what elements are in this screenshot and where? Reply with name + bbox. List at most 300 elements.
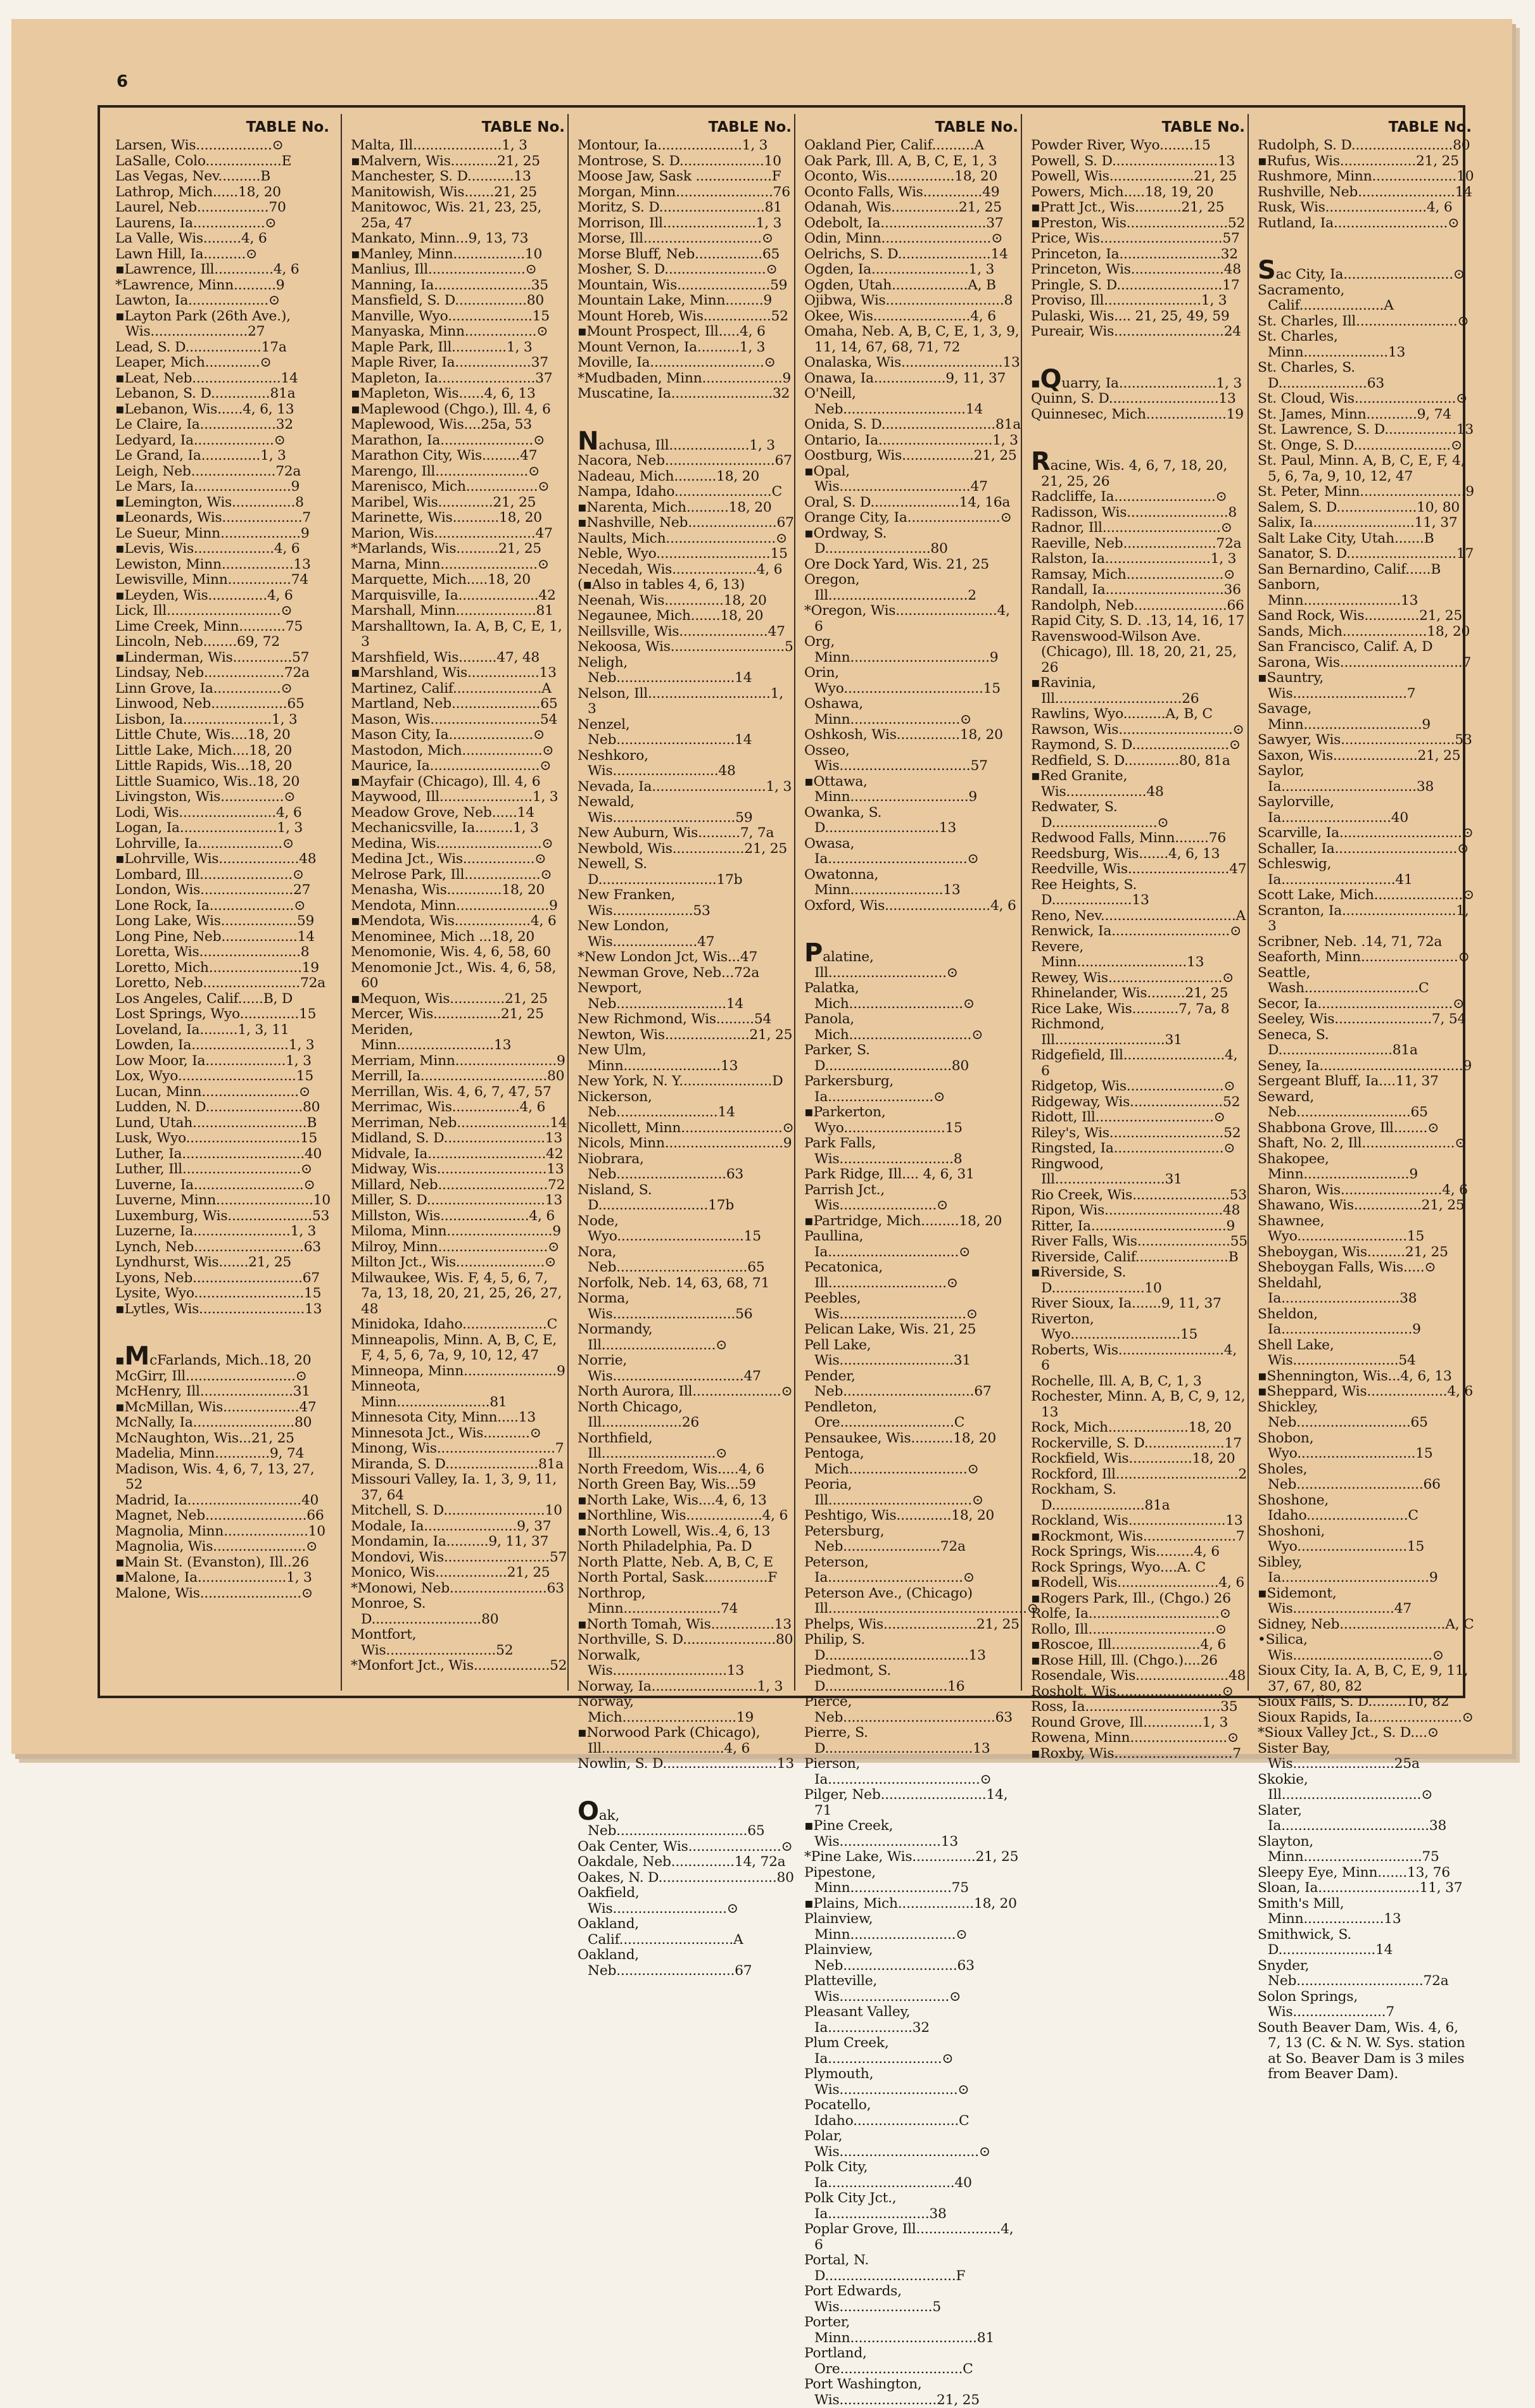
station-entry: Luxemburg, Wis....................53 xyxy=(115,1207,330,1224)
station-entry: Newald, Wis.............................59 xyxy=(578,794,753,826)
station-entry: Norfolk, Neb. 14, 63, 68, 71 xyxy=(578,1275,770,1291)
station-entry: ▪Mapleton, Wis......4, 6, 13 xyxy=(351,386,536,401)
station-entry: Sheboygan, Wis.........21, 25 xyxy=(1258,1244,1448,1260)
station-entry: Normandy, Ill...........................⊙ xyxy=(578,1321,728,1353)
station-entry: Logan, Ia.......................1, 3 xyxy=(115,820,303,836)
station-entry: London, Wis......................27 xyxy=(115,882,311,898)
station-entry: Ramsay, Mich.......................⊙ xyxy=(1031,566,1235,583)
station-entry: Rusk, Wis........................4, 6 xyxy=(1258,199,1453,215)
station-entry: ▪Riverside, S. D......................10 xyxy=(1031,1264,1162,1296)
station-entry: North Freedom, Wis.....4, 6 xyxy=(578,1461,764,1477)
station-entry: Shabbona Grove, Ill........⊙ xyxy=(1258,1119,1439,1136)
station-entry: Neenah, Wis..............18, 20 xyxy=(578,592,767,608)
station-entry: North Chicago, Ill...................26 xyxy=(578,1399,699,1430)
station-entry: Meadow Grove, Neb......14 xyxy=(351,804,534,821)
index-column-4 xyxy=(798,118,1039,2408)
station-entry: Pierson, Ia....................................⊙ xyxy=(804,1756,992,1787)
station-entry: ▪Ordway, S. D.........................80 xyxy=(804,525,948,557)
station-entry: Northville, S. D......................80 xyxy=(578,1632,793,1648)
station-entry: Shawano, Wis................21, 25 xyxy=(1258,1197,1465,1213)
station-entry: North Portal, Sask...............F xyxy=(578,1570,778,1585)
station-entry: Quinnesec, Mich...................19 xyxy=(1031,406,1244,422)
station-entry: Little Chute, Wis....18, 20 xyxy=(115,727,291,743)
station-entry: Laurel, Neb.................70 xyxy=(115,199,286,215)
station-entry: Ore Dock Yard, Wis. 21, 25 xyxy=(804,556,989,572)
station-entry: Maurice, Ia..........................⊙ xyxy=(351,758,552,774)
station-entry: Moville, Ia...........................⊙ xyxy=(578,355,776,370)
station-entry: Menomonie Jct., Wis. 4, 6, 58, 60 xyxy=(351,959,557,991)
station-entry: Mendota, Minn......................9 xyxy=(351,897,558,914)
station-entry: ▪Quarry, Ia.......................1, 3 xyxy=(1031,364,1242,394)
station-entry: Minneopa, Minn......................9 xyxy=(351,1363,565,1379)
station-entry: Rochester, Minn. A, B, C, 9, 12, 13 xyxy=(1031,1389,1246,1420)
station-entry: ▪Northline, Wis..................4, 6 xyxy=(578,1508,788,1523)
station-entry: ▪Preston, Wis........................52 xyxy=(1031,215,1246,231)
station-entry: Mason, Wis..........................54 xyxy=(351,711,558,728)
station-entry: Salix, Ia........................11, 37 xyxy=(1258,515,1458,531)
station-entry: *Mudbaden, Minn...................9 xyxy=(578,370,792,386)
station-entry: Rock Springs, Wis.........4, 6 xyxy=(1031,1544,1220,1560)
station-entry: North Aurora, Ill.....................⊙ xyxy=(578,1384,793,1399)
station-entry: Shobon, Wyo............................15 xyxy=(1258,1430,1433,1461)
station-entry: ▪Mendota, Wis..................4, 6 xyxy=(351,913,557,929)
station-entry: San Bernardino, Calif......B xyxy=(1258,561,1441,577)
station-entry: Newbold, Wis.................21, 25 xyxy=(578,840,788,857)
station-entry: Magnolia, Minn....................10 xyxy=(115,1523,325,1539)
station-entry: ▪Narenta, Mich..........18, 20 xyxy=(578,499,772,515)
station-entry: Newell, S. D............................17b xyxy=(578,856,743,888)
station-entry: Luther, Ill............................⊙ xyxy=(115,1161,312,1177)
station-entry: Mansfield, S. D.................80 xyxy=(351,293,544,308)
station-entry: Merrillan, Wis. 4, 6, 7, 47, 57 xyxy=(351,1083,552,1100)
station-entry: Peebles, Wis..............................⊙ xyxy=(804,1290,978,1322)
station-entry: Solon Springs, Wis......................7 xyxy=(1258,1988,1394,2020)
station-entry: Maple Park, Ill.............1, 3 xyxy=(351,339,533,355)
station-entry: Millard, Neb..........................72 xyxy=(351,1176,565,1193)
station-entry: Onawa, Ia.................9, 11, 37 xyxy=(804,370,1006,386)
station-entry: ▪Leyden, Wis..............4, 6 xyxy=(115,587,293,603)
station-entry: Pierce, Neb....................................63 xyxy=(804,1694,1013,1725)
station-entry: Nadeau, Mich..........18, 20 xyxy=(578,468,759,484)
station-entry: Nickerson, Neb........................14 xyxy=(578,1088,735,1120)
station-entry: Sawyer, Wis...........................53 xyxy=(1258,732,1472,748)
station-entry: Nisland, S. D..........................17b xyxy=(578,1182,735,1213)
station-entry: Sidney, Neb.........................A, C xyxy=(1258,1616,1474,1632)
station-entry: Rhinelander, Wis.........21, 25 xyxy=(1031,985,1229,1001)
station-entry: Scranton, Ia...........................1, 3 xyxy=(1258,902,1469,934)
station-entry: Los Angeles, Calif......B, D xyxy=(115,990,293,1007)
column-header: TABLE No. xyxy=(935,119,1018,136)
station-entry: Merriam, Minn........................9 xyxy=(351,1052,565,1069)
station-entry: Marshalltown, Ia. A, B, C, E, 1, 3 xyxy=(351,618,562,650)
station-entry: McNally, Ia........................80 xyxy=(115,1415,312,1430)
station-entry: ▪Sidemont, Wis........................47 xyxy=(1258,1585,1412,1617)
station-index-table xyxy=(98,105,1474,2408)
station-entry: Oostburg, Wis.................21, 25 xyxy=(804,448,1017,463)
station-entry: Ridgeway, Wis......................52 xyxy=(1031,1094,1241,1110)
station-entry: ▪Lytles, Wis.........................13 xyxy=(115,1301,322,1317)
station-entry: Monroe, S. D..........................80 xyxy=(351,1596,499,1627)
station-entry: *Pine Lake, Wis...............21, 25 xyxy=(804,1849,1019,1865)
station-entry: River Sioux, Ia.......9, 11, 37 xyxy=(1031,1295,1222,1311)
station-entry: Luverne, Minn.......................10 xyxy=(115,1192,331,1208)
station-entry: ▪Layton Park (26th Ave.), Wis.......................27 xyxy=(115,308,291,339)
station-entry: Oak, Neb...............................65 xyxy=(578,1796,765,1839)
station-entry: Port Washington, Wis.......................21, 25 xyxy=(804,2376,980,2408)
station-entry: Paullina, Ia...............................⊙ xyxy=(804,1228,971,1260)
station-entry: Maywood, Ill......................1, 3 xyxy=(351,789,559,805)
station-entry: Scribner, Neb. .14, 71, 72a xyxy=(1258,933,1443,950)
station-entry: Slayton, Minn............................75 xyxy=(1258,1833,1439,1865)
station-entry: Oakland Pier, Calif..........A xyxy=(804,137,984,153)
station-entry: Rock Springs, Wyo....A. C xyxy=(1031,1559,1206,1575)
station-entry: Redwood Falls, Minn........76 xyxy=(1031,830,1226,846)
station-entry: Midway, Wis..........................13 xyxy=(351,1161,564,1177)
station-entry: Madison, Wis. 4, 6, 7, 13, 27, 52 xyxy=(115,1461,315,1492)
station-entry: Richmond, Ill..........................31 xyxy=(1031,1016,1182,1048)
station-entry: Morse Bluff, Neb................65 xyxy=(578,246,780,262)
station-entry: Neligh, Neb............................14 xyxy=(578,654,752,686)
station-entry: Pelican Lake, Wis. 21, 25 xyxy=(804,1321,976,1337)
station-entry: Platteville, Wis..........................⊙ xyxy=(804,1973,961,2005)
station-entry: St. Charles, Minn....................13 xyxy=(1258,329,1406,360)
station-entry: Raymond, S. D.......................⊙ xyxy=(1031,737,1241,753)
station-entry: Polk City, Ia..............................40 xyxy=(804,2159,972,2191)
station-entry: New York, N. Y......................D xyxy=(578,1073,783,1089)
station-entry: Medina Jct., Wis.................⊙ xyxy=(351,851,546,867)
station-entry: Rutland, Ia...........................⊙ xyxy=(1258,215,1460,231)
station-entry: Montour, Ia....................1, 3 xyxy=(578,137,768,153)
station-entry: Mason City, Ia....................⊙ xyxy=(351,727,545,743)
station-entry: Oelrichs, S. D......................14 xyxy=(804,246,1008,262)
station-entry: Ripon, Wis............................48 xyxy=(1031,1202,1241,1218)
station-entry: La Valle, Wis.........4, 6 xyxy=(115,230,267,246)
station-entry: Radnor, Ill............................⊙ xyxy=(1031,520,1232,536)
station-entry: Sheldahl, Ia............................38 xyxy=(1258,1275,1417,1306)
station-entry: Missouri Valley, Ia. 1, 3, 9, 11, 37, 64 xyxy=(351,1472,557,1503)
station-entry: Okee, Wis.......................4, 6 xyxy=(804,308,996,324)
station-entry: ▪Lohrville, Wis...................48 xyxy=(115,851,317,867)
station-entry: *Oregon, Wis........................4, 6 xyxy=(804,603,1010,634)
station-entry: Riley's, Wis...........................52 xyxy=(1031,1125,1241,1141)
station-entry: ▪Sauntry, Wis...........................7 xyxy=(1258,670,1416,702)
station-entry: Portland, Ore.............................C xyxy=(804,2345,973,2377)
station-entry: Radcliffe, Ia........................⊙ xyxy=(1031,489,1227,505)
station-entry: ▪Lemington, Wis...............8 xyxy=(115,494,304,510)
column-header: TABLE No. xyxy=(708,119,792,136)
station-entry: Saxon, Wis....................21, 25 xyxy=(1258,747,1461,764)
station-entry: St. Peter, Minn.........................9 xyxy=(1258,484,1474,500)
station-entry: Marenisco, Mich.................⊙ xyxy=(351,479,550,495)
station-entry: Salem, S. D...................10, 80 xyxy=(1258,499,1460,515)
station-entry: Negaunee, Mich.......18, 20 xyxy=(578,608,764,624)
station-entry: River Falls, Wis......................55 xyxy=(1031,1233,1248,1249)
station-entry: Mapleton, Ia.......................37 xyxy=(351,370,553,386)
column-header: TABLE No. xyxy=(246,119,329,136)
station-entry: Le Sueur, Minn...................9 xyxy=(115,525,310,541)
station-entry: Price, Wis.............................57 xyxy=(1031,230,1240,246)
station-entry: Malta, Ill.....................1, 3 xyxy=(351,137,527,153)
station-entry: Rockham, S. D......................81a xyxy=(1031,1482,1170,1513)
station-entry: Millston, Wis.....................4, 6 xyxy=(351,1207,555,1224)
station-entry: ▪Rodell, Wis........................4, 6 xyxy=(1031,1575,1245,1591)
station-entry: Schaller, Ia.............................⊙ xyxy=(1258,840,1469,857)
station-entry: Ledyard, Ia...................⊙ xyxy=(115,432,286,448)
station-entry: Rosendale, Wis......................48 xyxy=(1031,1668,1246,1684)
station-entry: ▪Rockmont, Wis......................7 xyxy=(1031,1528,1245,1544)
station-entry: Sheldon, Ia...............................9 xyxy=(1258,1306,1421,1337)
station-entry: Revere, Minn..........................13 xyxy=(1031,938,1204,970)
station-entry: Rushmore, Minn....................10 xyxy=(1258,168,1474,184)
column-header: TABLE No. xyxy=(1161,119,1245,136)
station-entry: Newman Grove, Neb...72a xyxy=(578,964,759,981)
station-entry: ▪Levis, Wis...................4, 6 xyxy=(115,541,300,557)
station-entry: Rawlins, Wyo..........A, B, C xyxy=(1031,706,1213,722)
station-entry: Malone, Wis........................⊙ xyxy=(115,1585,313,1601)
station-entry: Le Mars, Ia.......................9 xyxy=(115,479,300,495)
station-entry: Seattle, Wash...........................C xyxy=(1258,964,1429,996)
station-entry: Northrop, Minn.......................74 xyxy=(578,1585,738,1617)
station-entry: O'Neill, Neb.............................14 xyxy=(804,386,983,417)
station-entry: Marshall, Minn...................81 xyxy=(351,603,553,619)
station-entry: ▪North Lowell, Wis..4, 6, 13 xyxy=(578,1523,771,1539)
station-entry: Porter, Minn..............................81 xyxy=(804,2314,994,2346)
station-entry: Laurens, Ia.................⊙ xyxy=(115,215,277,231)
station-entry: Minnesota City, Minn.....13 xyxy=(351,1409,536,1425)
station-entry: Ontario, Ia...........................1, 3 xyxy=(804,432,1018,448)
station-entry: Scott Lake, Mich.....................⊙ xyxy=(1258,887,1474,903)
station-entry: Nenzel, Neb............................14 xyxy=(578,716,752,748)
station-entry: Polar, Wis.................................⊙ xyxy=(804,2128,990,2160)
station-entry: Pipestone, Minn........................75 xyxy=(804,1864,969,1896)
station-entry: Saylorville, Ia..........................40 xyxy=(1258,794,1408,826)
station-entry: Lohrville, Ia....................⊙ xyxy=(115,835,294,852)
station-entry: Lewisville, Minn...............74 xyxy=(115,572,308,588)
station-entry: Philip, S. D..................................13 xyxy=(804,1632,986,1663)
station-entry: Lewiston, Minn.................13 xyxy=(115,556,311,572)
station-entry: Omaha, Neb. A, B, C, E, 1, 3, 9, 11, 14, 67, 68, 71, 72 xyxy=(804,324,1020,355)
station-entry: Mondamin, Ia..........9, 11, 37 xyxy=(351,1534,549,1549)
station-entry: Livingston, Wis...............⊙ xyxy=(115,789,296,805)
station-entry: Sioux Falls, S. D.........10, 82 xyxy=(1258,1694,1450,1710)
station-entry: Long Lake, Wis..................59 xyxy=(115,913,315,929)
index-column-1 xyxy=(109,118,332,1601)
station-entry: Rochelle, Ill. A, B, C, 1, 3 xyxy=(1031,1373,1202,1389)
station-entry: Maple River, Ia..................37 xyxy=(351,355,548,370)
station-entry: Melrose Park, Ill..................⊙ xyxy=(351,866,552,883)
station-entry: Odebolt, Ia.........................37 xyxy=(804,215,1004,231)
station-entry: St. Onge, S. D.......................⊙ xyxy=(1258,437,1462,453)
station-entry: Pensaukee, Wis..........18, 20 xyxy=(804,1430,996,1446)
column-divider xyxy=(341,114,342,1691)
station-entry: Muscatine, Ia........................32 xyxy=(578,386,790,401)
station-entry: Martinez, Calif.....................A xyxy=(351,680,552,697)
station-entry: Owatonna, Minn......................13 xyxy=(804,866,961,898)
station-entry: Neble, Wyo...........................15 xyxy=(578,546,788,562)
station-entry: ▪Shennington, Wis...4, 6, 13 xyxy=(1258,1368,1452,1384)
station-entry: Ridgetop, Wis.......................⊙ xyxy=(1031,1078,1235,1094)
station-entry: Scarville, Ia.............................⊙ xyxy=(1258,825,1474,841)
station-entry: ▪Pratt Jct., Wis...........21, 25 xyxy=(1031,199,1225,215)
station-entry: Oakes, N. D............................80 xyxy=(578,1869,794,1886)
station-entry: Maribel, Wis.............21, 25 xyxy=(351,494,536,510)
column-header: TABLE No. xyxy=(481,119,565,136)
station-entry: Redwater, S. D.........................⊙ xyxy=(1031,799,1169,831)
station-entry: Lynch, Neb..........................63 xyxy=(115,1239,321,1255)
station-entry: Princeton, Wis......................48 xyxy=(1031,262,1241,277)
station-entry: Radisson, Wis........................8 xyxy=(1031,504,1237,520)
station-entry: Reno, Nev................................A xyxy=(1031,907,1246,924)
station-entry: Norrie, Wis...............................47 xyxy=(578,1352,761,1384)
station-entry: Neillsville, Wis.....................47 xyxy=(578,623,785,640)
station-entry: Marathon, Ia......................⊙ xyxy=(351,432,545,448)
station-entry: McHenry, Ill......................31 xyxy=(115,1384,310,1399)
station-entry: Pocatello, Idaho.........................C xyxy=(804,2097,970,2129)
station-entry: Leaper, Mich.............⊙ xyxy=(115,355,272,370)
station-entry: Rockerville, S. D...................17 xyxy=(1031,1435,1242,1451)
station-entry: Lawn Hill, Ia..........⊙ xyxy=(115,246,258,262)
station-entry: Pringle, S. D.........................17 xyxy=(1031,277,1240,293)
station-entry: Lebanon, S. D..............81a xyxy=(115,386,296,401)
station-entry: Park Ridge, Ill.... 4, 6, 31 xyxy=(804,1166,975,1182)
station-entry: Luverne, Ia..........................⊙ xyxy=(115,1176,315,1193)
station-entry: Merrill, Ia..............................80 xyxy=(351,1068,565,1084)
station-entry: Manitowoc, Wis. 21, 23, 25, 25a, 47 xyxy=(351,199,542,231)
station-entry: Rock, Mich...................18, 20 xyxy=(1031,1420,1232,1435)
station-entry: Oshawa, Minn..........................⊙ xyxy=(804,696,972,728)
station-entry: Oconto Falls, Wis..............49 xyxy=(804,184,1000,200)
station-entry: Loretto, Mich......................19 xyxy=(115,959,319,976)
station-entry: Ralston, Ia.........................1, 3 xyxy=(1031,551,1237,567)
station-entry: Petersburg, Neb.......................72a xyxy=(804,1523,966,1554)
station-entry: Nevada, Ia...........................1, 3 xyxy=(578,778,792,795)
station-entry: Riverton, Wyo..........................15 xyxy=(1031,1311,1198,1342)
station-entry: Rawson, Wis...........................⊙ xyxy=(1031,721,1244,738)
station-entry: Powder River, Wyo........15 xyxy=(1031,137,1211,153)
station-entry: Oakdale, Neb...............14, 72a xyxy=(578,1854,786,1870)
station-entry: ▪Plains, Mich..................18, 20 xyxy=(804,1895,1017,1912)
station-entry: Lincoln, Neb........69, 72 xyxy=(115,634,280,650)
station-entry: Sacramento, Calif....................A xyxy=(1258,282,1394,313)
station-entry: Ridott, Ill............................⊙ xyxy=(1031,1109,1225,1125)
station-entry: Naults, Mich..........................⊙ xyxy=(578,530,788,546)
station-entry: Pleasant Valley, Ia....................32 xyxy=(804,2004,930,2036)
station-entry: ▪North Tomah, Wis...............13 xyxy=(578,1616,792,1632)
station-entry: St. Paul, Minn. A, B, C, E, F, 4, 5, 6, 7a, 9, 10, 12, 47 xyxy=(1258,453,1465,484)
station-entry: Maplewood, Wis....25a, 53 xyxy=(351,417,532,432)
station-entry: Nekoosa, Wis...........................5 xyxy=(578,639,793,655)
station-entry: Rockfield, Wis...............18, 20 xyxy=(1031,1451,1235,1466)
station-entry: Sanborn, Minn.......................13 xyxy=(1258,577,1418,608)
station-entry: South Beaver Dam, Wis. 4, 6, 7, 13 (C. & N. W. Sys. station at So. Beaver Dam is 3 miles from Beaver Dam). xyxy=(1258,2019,1465,2082)
station-entry: Miranda, S. D......................81a xyxy=(351,1456,564,1472)
station-entry: Lead, S. D..................17a xyxy=(115,339,287,355)
station-entry: ▪Ravinia, Ill..............................26 xyxy=(1031,675,1199,707)
station-entry: Norway, Ia.........................1, 3 xyxy=(578,1678,783,1694)
station-entry: Oral, S. D.....................14, 16a xyxy=(804,494,1011,510)
station-entry: Lodi, Wis.......................4, 6 xyxy=(115,804,302,821)
station-entry: Magnolia, Wis......................⊙ xyxy=(115,1539,318,1554)
station-entry: Manlius, Ill.......................⊙ xyxy=(351,262,537,277)
station-entry: St. Cloud, Wis........................⊙ xyxy=(1258,391,1468,407)
station-entry: Medina, Wis.........................⊙ xyxy=(351,835,553,852)
station-entry: Morgan, Minn.......................76 xyxy=(578,184,790,200)
station-entry: Plainview, Minn.........................⊙ xyxy=(804,1911,968,1943)
station-entry: Ritter, Ia................................9 xyxy=(1031,1218,1235,1234)
station-entry: Linn Grove, Ia................⊙ xyxy=(115,680,293,697)
station-entry: Shawnee, Wyo..........................15 xyxy=(1258,1213,1425,1244)
station-entry: *New London Jct, Wis...47 xyxy=(578,949,758,965)
station-entry: Seward, Neb...........................65 xyxy=(1258,1088,1428,1120)
station-entry: Oxford, Wis.........................4, 6 xyxy=(804,897,1016,914)
station-entry: Port Edwards, Wis......................5 xyxy=(804,2283,941,2315)
station-entry: Oregon, Ill.................................2 xyxy=(804,572,976,603)
column-divider xyxy=(1248,114,1249,1691)
station-entry: Mankato, Minn...9, 13, 73 xyxy=(351,230,529,246)
station-entry: Sheboygan Falls, Wis.....⊙ xyxy=(1258,1259,1436,1275)
station-entry: ▪Sheppard, Wis...................4, 6 xyxy=(1258,1384,1473,1399)
station-entry: Oakfield, Wis...........................⊙ xyxy=(578,1885,738,1917)
station-entry: ▪Malvern, Wis...........21, 25 xyxy=(351,153,540,169)
station-entry: Pendleton, Ore...........................C xyxy=(804,1399,965,1430)
station-entry: Sioux Rapids, Ia......................⊙ xyxy=(1258,1709,1474,1725)
station-entry: Snyder, Neb..............................72a xyxy=(1258,1957,1449,1989)
station-entry: Lindsay, Neb...................72a xyxy=(115,665,310,681)
station-entry: Modale, Ia......................9, 37 xyxy=(351,1518,552,1534)
station-entry: Seaforth, Minn.......................⊙ xyxy=(1258,949,1470,965)
station-entry: Madrid, Ia...........................40 xyxy=(115,1492,319,1508)
station-entry: ▪Nashville, Neb.....................67 xyxy=(578,515,794,531)
station-entry: Norwalk, Wis...........................13 xyxy=(578,1647,744,1679)
station-entry: Mechanicsville, Ia.........1, 3 xyxy=(351,820,539,836)
station-entry: ▪Lawrence, Ill..............4, 6 xyxy=(115,262,300,277)
station-entry: Rollo, Ill..............................⊙ xyxy=(1031,1621,1227,1637)
station-entry: Redfield, S. D.............80, 81a xyxy=(1031,752,1230,769)
station-entry: Las Vegas, Nev..........B xyxy=(115,168,270,184)
station-entry: ▪Manley, Minn.................10 xyxy=(351,246,543,262)
station-entry: Parkersburg, Ia.........................⊙ xyxy=(804,1073,945,1105)
station-entry: Ross, Ia................................35 xyxy=(1031,1699,1238,1715)
station-entry: Raeville, Neb......................72a xyxy=(1031,535,1242,552)
station-entry: Northfield, Ill...........................⊙ xyxy=(578,1430,728,1461)
station-entry: Smithwick, S. D.......................14 xyxy=(1258,1926,1393,1958)
station-entry: Plymouth, Wis............................⊙ xyxy=(804,2066,970,2098)
station-entry: St. Lawrence, S. D.................13 xyxy=(1258,422,1474,438)
station-entry: Lime Creek, Minn...........75 xyxy=(115,618,303,634)
station-entry: McNaughton, Wis...21, 25 xyxy=(115,1430,294,1446)
station-entry: Minneota, Minn......................81 xyxy=(351,1378,507,1410)
station-entry: Round Grove, Ill..............1, 3 xyxy=(1031,1714,1229,1730)
station-entry: *Marlands, Wis..........21, 25 xyxy=(351,541,541,557)
station-entry: Slater, Ia...................................38 xyxy=(1258,1802,1447,1834)
station-entry: Phelps, Wis......................21, 25 xyxy=(804,1616,1020,1632)
station-entry: Owanka, S. D...........................13 xyxy=(804,804,957,836)
station-entry: St. Charles, S. D.....................63 xyxy=(1258,360,1384,391)
station-entry: Orin, Wyo.................................15 xyxy=(804,665,1001,697)
station-entry: Lisbon, Ia.....................1, 3 xyxy=(115,711,298,728)
station-entry: St. James, Minn............9, 74 xyxy=(1258,406,1451,422)
station-entry: Monico, Wis.................21, 25 xyxy=(351,1565,550,1580)
station-entry: Sibley, Ia...................................9 xyxy=(1258,1554,1438,1585)
station-entry: ▪Norwood Park (Chicago), Ill.............................4, 6 xyxy=(578,1725,761,1756)
station-entry: ▪Malone, Ia.....................1, 3 xyxy=(115,1570,312,1585)
station-entry: Morse, Ill............................⊙ xyxy=(578,230,773,246)
station-entry: Mountain Lake, Minn.........9 xyxy=(578,293,772,308)
station-entry: Minidoka, Idaho....................C xyxy=(351,1316,558,1332)
station-entry: Parker, S. D..............................80 xyxy=(804,1042,970,1074)
station-entry: Plainview, Neb...........................63 xyxy=(804,1942,975,1974)
station-entry: Meriden, Minn.......................13 xyxy=(351,1021,512,1053)
